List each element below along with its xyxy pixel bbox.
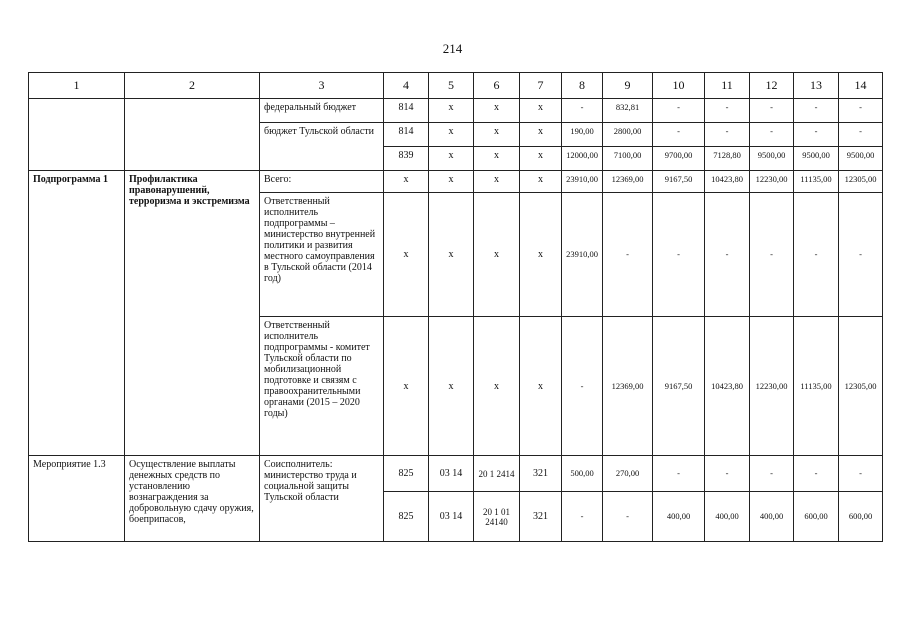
value-cell: - (750, 123, 794, 147)
csr-cell: 20 1 2414 (474, 456, 520, 492)
value-cell: 9700,00 (653, 147, 705, 171)
value-cell: 10423,80 (705, 171, 750, 193)
value-cell: - (705, 456, 750, 492)
value-cell: - (750, 193, 794, 317)
rzpr-cell: х (429, 123, 474, 147)
value-cell: - (794, 123, 839, 147)
value-cell: - (750, 456, 794, 492)
header-row (29, 73, 883, 99)
value-cell: 9500,00 (750, 147, 794, 171)
rzpr-cell: 03 14 (429, 456, 474, 492)
source-cell: Ответственный исполнитель подпрограммы - комитет Тульской области по мобилизационной подготовке и связям с правоохранительными органами (2015 – 2020 годы) (260, 317, 384, 456)
value-cell: - (794, 456, 839, 492)
value-cell: - (794, 193, 839, 317)
rzpr-cell: х (429, 317, 474, 456)
value-cell: - (705, 99, 750, 123)
status-cell: Мероприятие 1.3 (29, 456, 125, 542)
name-cell: Профилактика правонарушений, терроризма и экстремизма (125, 171, 260, 456)
col-header: 14 (839, 73, 883, 99)
value-cell: - (839, 193, 883, 317)
value-cell: - (653, 99, 705, 123)
grbs-cell: 814 (384, 123, 429, 147)
value-cell: - (653, 456, 705, 492)
value-cell: 7100,00 (603, 147, 653, 171)
value-cell: 190,00 (562, 123, 603, 147)
value-cell: 12000,00 (562, 147, 603, 171)
col-header: 12 (750, 73, 794, 99)
status-cell (29, 99, 125, 171)
col-header: 13 (794, 73, 839, 99)
value-cell: 9500,00 (794, 147, 839, 171)
grbs-cell: 825 (384, 492, 429, 542)
value-cell: 600,00 (839, 492, 883, 542)
rzpr-cell: х (429, 171, 474, 193)
col-header: 1 (29, 73, 125, 99)
col-header: 11 (705, 73, 750, 99)
value-cell: 12369,00 (603, 317, 653, 456)
value-cell: 12230,00 (750, 317, 794, 456)
col-header: 9 (603, 73, 653, 99)
col-header: 8 (562, 73, 603, 99)
csr-cell: х (474, 317, 520, 456)
value-cell: - (562, 317, 603, 456)
grbs-cell: 814 (384, 99, 429, 123)
value-cell: - (750, 99, 794, 123)
value-cell: - (839, 99, 883, 123)
value-cell: - (839, 456, 883, 492)
col-header: 2 (125, 73, 260, 99)
value-cell: - (603, 193, 653, 317)
source-cell: бюджет Тульской области (260, 123, 384, 171)
value-cell: - (705, 193, 750, 317)
vr-cell: х (520, 193, 562, 317)
col-header: 7 (520, 73, 562, 99)
value-cell: 9167,50 (653, 317, 705, 456)
value-cell: - (839, 123, 883, 147)
value-cell: 400,00 (750, 492, 794, 542)
value-cell: 600,00 (794, 492, 839, 542)
value-cell: - (705, 123, 750, 147)
col-header: 3 (260, 73, 384, 99)
vr-cell: х (520, 171, 562, 193)
csr-cell: х (474, 99, 520, 123)
rzpr-cell: 03 14 (429, 492, 474, 542)
value-cell: 12230,00 (750, 171, 794, 193)
source-cell: Соисполнитель: министерство труда и социальной защиты Тульской области (260, 456, 384, 542)
value-cell: 11135,00 (794, 171, 839, 193)
value-cell: 23910,00 (562, 171, 603, 193)
csr-cell: 20 1 01 24140 (474, 492, 520, 542)
value-cell: 23910,00 (562, 193, 603, 317)
col-header: 6 (474, 73, 520, 99)
budget-table (28, 72, 883, 542)
value-cell: 832,81 (603, 99, 653, 123)
vr-cell: 321 (520, 492, 562, 542)
col-header: 4 (384, 73, 429, 99)
value-cell: 9500,00 (839, 147, 883, 171)
csr-cell: х (474, 147, 520, 171)
value-cell: 2800,00 (603, 123, 653, 147)
csr-cell: х (474, 123, 520, 147)
value-cell: 12369,00 (603, 171, 653, 193)
grbs-cell: х (384, 171, 429, 193)
value-cell: 270,00 (603, 456, 653, 492)
table-row (29, 99, 883, 123)
value-cell: - (653, 123, 705, 147)
col-header: 5 (429, 73, 474, 99)
name-cell: Осуществление выплаты денежных средств по установлению вознаграждения за добровольную сдачу оружия, боеприпасов, (125, 456, 260, 542)
grbs-cell: х (384, 317, 429, 456)
value-cell: 7128,80 (705, 147, 750, 171)
rzpr-cell: х (429, 193, 474, 317)
status-cell: Подпрограмма 1 (29, 171, 125, 456)
value-cell: - (603, 492, 653, 542)
col-header: 10 (653, 73, 705, 99)
csr-cell: х (474, 171, 520, 193)
value-cell: 12305,00 (839, 171, 883, 193)
vr-cell: х (520, 123, 562, 147)
source-cell: федеральный бюджет (260, 99, 384, 123)
value-cell: - (653, 193, 705, 317)
value-cell: 10423,80 (705, 317, 750, 456)
vr-cell: х (520, 99, 562, 123)
source-cell: Ответственный исполнитель подпрограммы – министерство внутренней политики и развития местного самоуправления в Тульской области (2014 год) (260, 193, 384, 317)
value-cell: 400,00 (653, 492, 705, 542)
vr-cell: х (520, 147, 562, 171)
vr-cell: 321 (520, 456, 562, 492)
table-row (29, 456, 883, 492)
page-number: 214 (442, 41, 463, 56)
name-cell (125, 99, 260, 171)
csr-cell: х (474, 193, 520, 317)
rzpr-cell: х (429, 147, 474, 171)
value-cell: - (794, 99, 839, 123)
table-row (29, 171, 883, 193)
source-cell: Всего: (260, 171, 384, 193)
value-cell: 12305,00 (839, 317, 883, 456)
value-cell: 11135,00 (794, 317, 839, 456)
value-cell: 500,00 (562, 456, 603, 492)
grbs-cell: 825 (384, 456, 429, 492)
vr-cell: х (520, 317, 562, 456)
value-cell: 400,00 (705, 492, 750, 542)
value-cell: - (562, 492, 603, 542)
value-cell: 9167,50 (653, 171, 705, 193)
grbs-cell: 839 (384, 147, 429, 171)
rzpr-cell: х (429, 99, 474, 123)
grbs-cell: х (384, 193, 429, 317)
value-cell: - (562, 99, 603, 123)
